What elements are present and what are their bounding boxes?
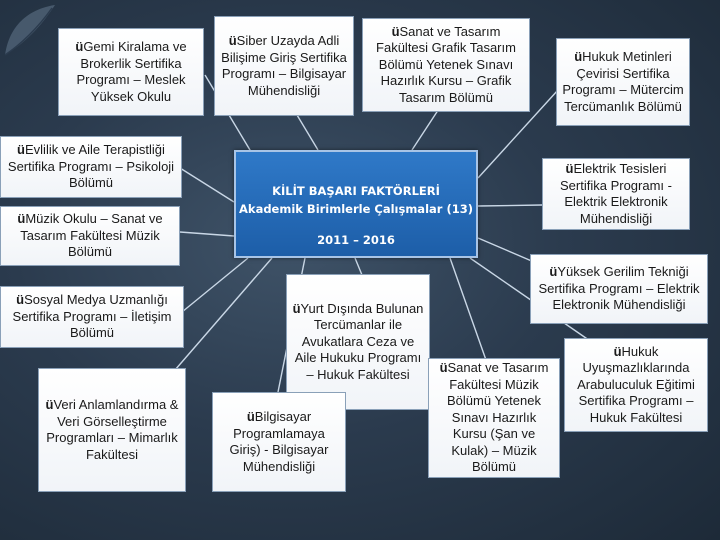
check-icon: ü bbox=[439, 360, 448, 376]
node-siber: üSiber Uzayda Adli Bilişime Giriş Sertifika Programı – Bilgisayar Mühendisliği bbox=[214, 16, 354, 116]
node-evlilik: üEvlilik ve Aile Terapistliği Sertifika Programı – Psikoloji Bölümü bbox=[0, 136, 182, 198]
connector-evlilik bbox=[180, 168, 234, 202]
node-bilgisayar: üBilgisayar Programlamaya Giriş) - Bilgisayar Mühendisliği bbox=[212, 392, 346, 492]
check-icon: ü bbox=[75, 39, 84, 54]
node-sanat-grafik: üSanat ve Tasarım Fakültesi Grafik Tasarım Bölümü Yetenek Sınavı Hazırlık Kursu – Grafik Tasarım Bölümü bbox=[362, 18, 530, 112]
check-icon: ü bbox=[17, 142, 25, 158]
node-sosyal: üSosyal Medya Uzmanlığı Sertifika Programı – İletişim Bölümü bbox=[0, 286, 184, 348]
connector-muzik bbox=[180, 232, 234, 236]
connector-yurt bbox=[355, 258, 362, 275]
central-node bbox=[234, 150, 478, 258]
check-icon: ü bbox=[292, 300, 301, 316]
center-title: KİLİT BAŞARI FAKTÖRLERİ bbox=[272, 184, 440, 198]
node-sanat-muzik: üSanat ve Tasarım Fakültesi Müzik Bölümü Yetenek Sınavı Hazırlık Kursu (Şan ve Kulak) – Müzik Bölümü bbox=[428, 358, 560, 478]
node-hukuk-uyusmazlik: üHukuk Uyuşmazlıklarında Arabuluculuk Eğitimi Sertifika Programı – Hukuk Fakültesi bbox=[564, 338, 708, 432]
check-icon: ü bbox=[565, 161, 574, 176]
check-icon: ü bbox=[549, 264, 558, 280]
connector-veri bbox=[175, 258, 272, 370]
check-icon: ü bbox=[391, 23, 400, 39]
check-icon: ü bbox=[613, 343, 622, 359]
node-yurt: üYurt Dışında Bulunan Tercümanlar ile Avukatlara Ceza ve Aile Hukuku Programı – Hukuk Fakültesi bbox=[286, 274, 430, 410]
check-icon: ü bbox=[246, 409, 255, 424]
check-icon: ü bbox=[17, 211, 26, 227]
check-icon: ü bbox=[45, 397, 54, 412]
check-icon: ü bbox=[574, 49, 583, 64]
node-gemi: üGemi Kiralama ve Brokerlik Sertifika Programı – Meslek Yüksek Okulu bbox=[58, 28, 204, 116]
center-subtitle: Akademik Birimlerle Çalışmalar (13) bbox=[239, 202, 473, 216]
node-yuksek-gerilim: üYüksek Gerilim Tekniği Sertifika Programı – Elektrik Elektronik Mühendisliği bbox=[530, 254, 708, 324]
connector-elektrik-tesis bbox=[478, 205, 542, 206]
node-muzik: üMüzik Okulu – Sanat ve Tasarım Fakültesi Müzik Bölümü bbox=[0, 206, 180, 266]
node-elektrik-tesis: üElektrik Tesisleri Sertifika Programı - Elektrik Elektronik Mühendisliği bbox=[542, 158, 690, 230]
check-icon: ü bbox=[16, 292, 25, 308]
center-years: 2011 – 2016 bbox=[317, 233, 395, 247]
node-veri: üVeri Anlamlandırma & Veri Görselleştirme Programları – Mimarlık Fakültesi bbox=[38, 368, 186, 492]
connector-sosyal bbox=[182, 258, 248, 312]
check-icon: ü bbox=[228, 33, 237, 48]
node-hukuk-metin: üHukuk Metinleri Çevirisi Sertifika Programı – Mütercim Tercümanlık Bölümü bbox=[556, 38, 690, 126]
connector-sanat-muzik bbox=[450, 258, 486, 360]
